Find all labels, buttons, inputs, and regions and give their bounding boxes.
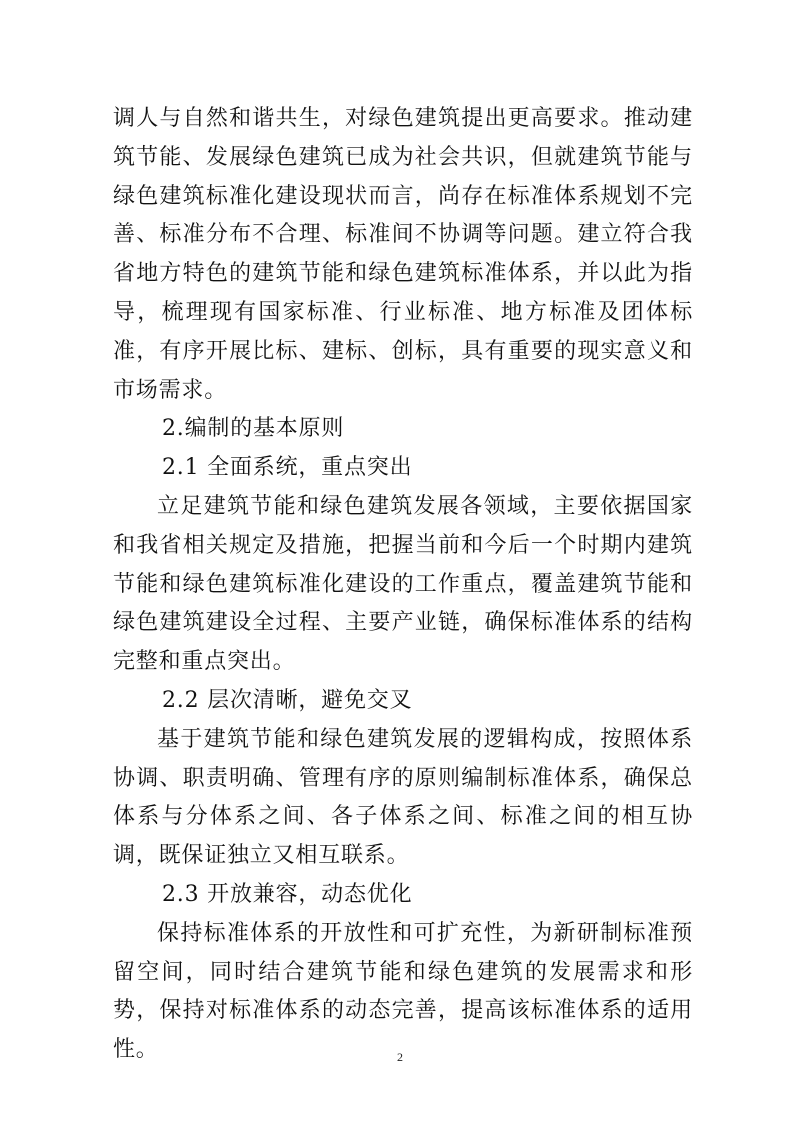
subsection-heading: 2.1 全面系统，重点突出 xyxy=(162,455,413,481)
page-body xyxy=(113,100,693,1070)
body-paragraph: 调人与自然和谐共生，对绿色建筑提出更高要求。推动建筑节能、发展绿色建筑已成为社会共识，但就建筑节能与绿色建筑标准化建设现状而言，尚存在标准体系规划不完善、标准分布不合理、标准间不协调等问题。建立符合我省地方特色的建筑节能和绿色建筑标准体系，并以此为指导，梳理现有国家标准、行业标准、地方标准及团体标准，有序开展比标、建标、创标，具有重要的现实意义和市场需求。 xyxy=(113,106,693,403)
body-paragraph: 保持标准体系的开放性和可扩充性，为新研制标准预留空间，同时结合建筑节能和绿色建筑的发展需求和形势，保持对标准体系的动态完善，提高该标准体系的适用性。 xyxy=(113,920,693,1063)
body-paragraph: 立足建筑节能和绿色建筑发展各领域，主要依据国家和我省相关规定及措施，把握当前和今后一个时期内建筑节能和绿色建筑标准化建设的工作重点，覆盖建筑节能和绿色建筑建设全过程、主要产业链，确保标准体系的结构完整和重点突出。 xyxy=(113,493,693,675)
body-paragraph: 基于建筑节能和绿色建筑发展的逻辑构成，按照体系协调、职责明确、管理有序的原则编制标准体系，确保总体系与分体系之间、各子体系之间、标准之间的相互协调，既保证独立又相互联系。 xyxy=(113,726,693,869)
subsection-heading: 2.2 层次清晰，避免交叉 xyxy=(162,687,413,713)
page-number: 2 xyxy=(397,1050,403,1064)
section-heading: 2.编制的基本原则 xyxy=(162,416,345,442)
subsection-heading: 2.3 开放兼容，动态优化 xyxy=(162,881,413,907)
